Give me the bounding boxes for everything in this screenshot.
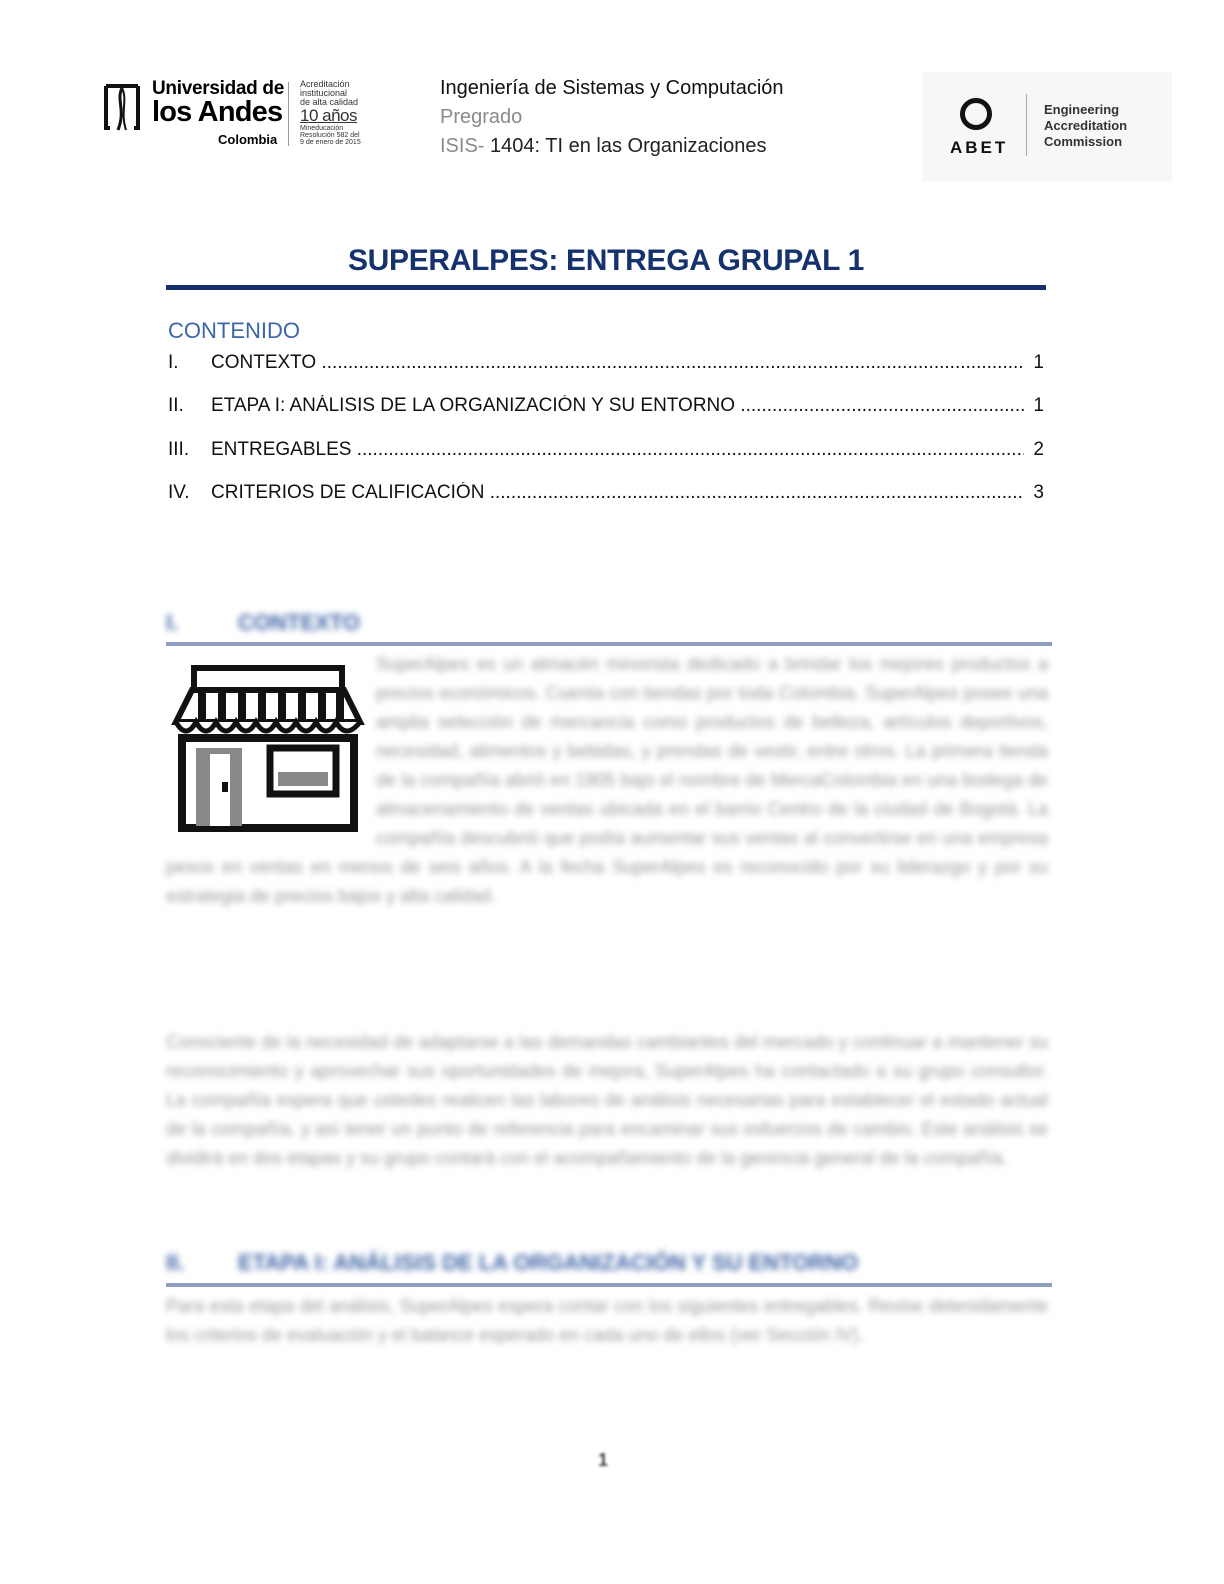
toc-item-number: III. [168, 439, 190, 460]
section-title: ETAPA I: ANÁLISIS DE LA ORGANIZACIÓN Y SU ENTORNO [238, 1250, 859, 1275]
toc-item-number: IV. [168, 482, 190, 503]
title-underline [166, 285, 1046, 290]
toc-item-label: CONTEXTO ..... [211, 352, 1024, 374]
accreditation-years: 10 años [300, 106, 357, 125]
abet-divider [1026, 94, 1027, 156]
program-info [440, 74, 860, 161]
abet-commission [1044, 102, 1127, 150]
abet-line1: Engineering [1044, 102, 1120, 117]
university-name-line2: los Andes [152, 96, 283, 128]
accreditation-line3: de alta calidad [300, 97, 359, 107]
logo-divider [288, 82, 289, 146]
course-line [440, 132, 860, 161]
section-paragraph: Consciente de la necesidad de adaptarse a las demandas cambiantes del mercado y continuar a mantener su reconocimiento y aprovechar sus oportunidades de mejora, SuperAlpes ha contactado a su grupo consultor. La compañía espera que ustedes realicen las labores de análisis necesarias para establecer el estado actual de la compañía, y así tener un punto de referencia para encaminar sus esfuerzos de cambio. Este análisis se dividirá en dos etapas y su grupo contará con el acompañamiento de la gerencia general de la compañía. [166, 1032, 1048, 1168]
accreditation-block [300, 80, 362, 146]
toc-item-page: 1 [1033, 395, 1044, 416]
accreditation-line5: Resolución 582 del [300, 132, 360, 139]
toc-heading: CONTENIDO [168, 318, 300, 343]
abet-line2: Accreditation [1044, 118, 1128, 133]
toc-item-entregables[interactable] [168, 439, 1044, 465]
course-name: 1404: TI en las Organizaciones [484, 135, 767, 157]
universidad-andes-logo [100, 76, 362, 150]
abet-line3: Commission [1044, 134, 1123, 149]
accreditation-line6: 9 de enero de 2015 [300, 139, 361, 146]
section-paragraph: SuperAlpes es un almacén minorista dedicado a brindar los mejores productos a precios económicos. Cuenta con tiendas por toda Colombia. SuperAlpes posee una amplia selección de mercancía como productos de belleza, artículos deportivos, necesidad, alimentos y bebidas, y prendas de vestir, entre otros. La primera tienda de la compañía abrió en 1905 bajo el nombre de MercaColombia en una bodega de almacenamiento de ventas ubicada en el barrio Centro de la ciudad de Bogotá. La compañía descubrió que podía aumentar sus ventas al convertirse en una empresa [376, 654, 1048, 848]
toc-item-page: 2 [1033, 439, 1044, 460]
section-number: II. [166, 1250, 185, 1275]
toc-item-criterios[interactable] [168, 482, 1044, 508]
course-prefix: ISIS- [440, 135, 485, 157]
toc-item-label: ENTREGABLES ..... [211, 439, 1024, 461]
store-icon [170, 664, 366, 834]
section-rule [166, 642, 1052, 646]
section-paragraph: Para esta etapa del análisis, SuperAlpes espera contar con los siguientes entregables. Revise detenidamente los criterios de evaluación y el balance esperado en cada uno de ellos (ver Sección IV). [166, 1296, 1048, 1345]
abet-ring-icon [960, 98, 992, 130]
accreditation-line2: institucional [300, 88, 348, 98]
toc-item-contexto[interactable] [168, 352, 1044, 378]
toc-item-label: CRITERIOS DE CALIFICACIÓN ..... [211, 482, 1024, 504]
document-title: SUPERALPES: ENTREGA GRUPAL 1 [347, 244, 865, 277]
accreditation-line4: Mineducación [300, 125, 344, 132]
toc-item-number: I. [168, 352, 179, 373]
program-level: Pregrado [440, 106, 523, 128]
section-paragraph-continued [166, 852, 1048, 998]
andes-mountain-icon [100, 80, 144, 134]
section-number: I. [166, 610, 179, 635]
section-rule [166, 1283, 1052, 1287]
accreditation-line1: Acreditación [300, 79, 350, 89]
abet-word: ABET [950, 138, 1009, 157]
abet-logo [922, 72, 1172, 182]
toc-item-label: ETAPA I: ANÁLISIS DE LA ORGANIZACIÓN Y SU ENTORNO ..... [211, 395, 1024, 417]
toc-item-number: II. [168, 395, 184, 416]
university-country: Colombia [218, 132, 278, 147]
page-number: 1 [598, 1450, 609, 1470]
university-name-line1: Universidad de [152, 78, 285, 99]
toc-item-page: 1 [1033, 352, 1044, 373]
toc-item-page: 3 [1033, 482, 1044, 503]
department-name: Ingeniería de Sistemas y Computación [440, 77, 784, 99]
paragraph-overflow-text: pesos en ventas en menos de seis años. A la fecha SuperAlpes es reconocido por su liderazgo y por su estrategia de precios bajos y alta calidad. [166, 857, 1048, 906]
toc-item-etapa-1[interactable] [168, 395, 1044, 421]
section-title: CONTEXTO [238, 610, 360, 635]
